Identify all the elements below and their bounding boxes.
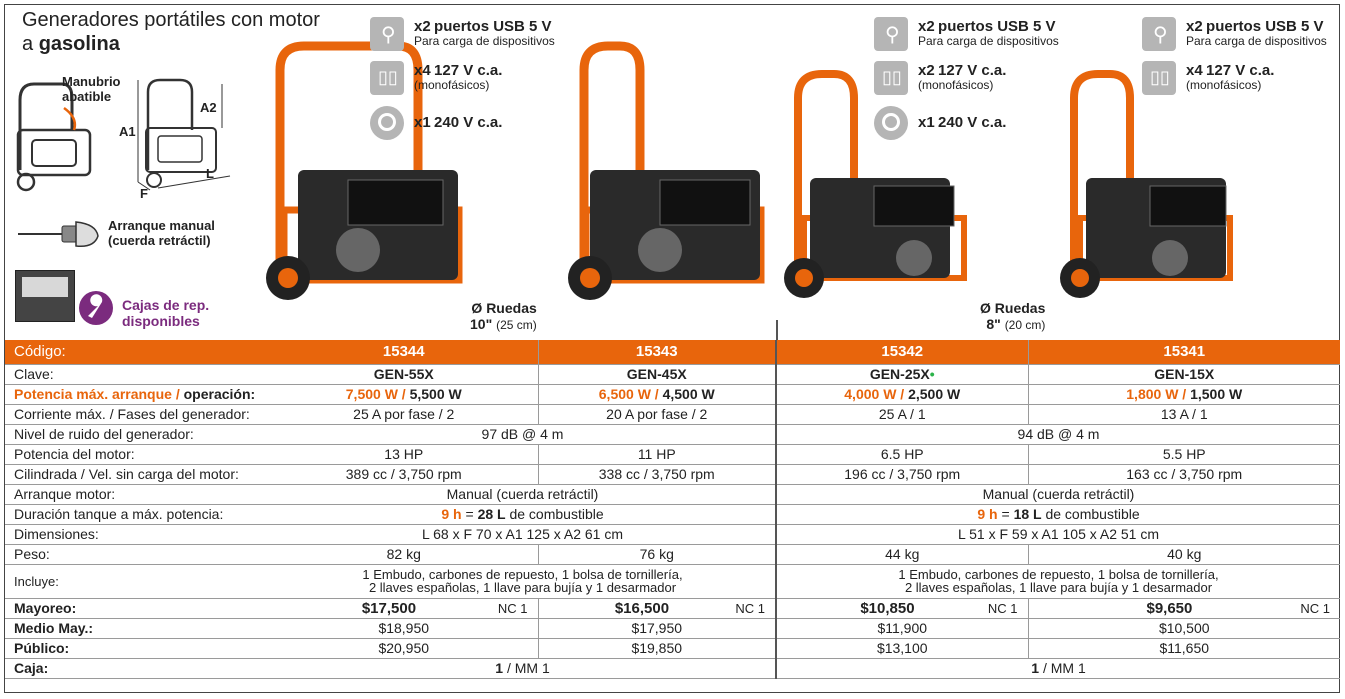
table-row: Mayoreo: NC 1 $17,500 NC 1 $16,500 NC 1 $10,850 NC 1 $9,650 bbox=[5, 598, 1340, 618]
wheels-info-1: Ø Ruedas 10" (25 cm) bbox=[470, 300, 537, 332]
dim-a1: A1 bbox=[119, 124, 136, 139]
generator-dimensions-sketch bbox=[118, 70, 238, 200]
usb-icon: ⚲ bbox=[1142, 17, 1176, 51]
table-row: Clave: GEN-55X GEN-45X GEN-25X• GEN-15X bbox=[5, 364, 1340, 384]
twist-lock-outlet-icon bbox=[370, 106, 404, 140]
outlet-icon: ▯▯ bbox=[370, 61, 404, 95]
dim-a2: A2 bbox=[200, 100, 217, 115]
usb-icon: ⚲ bbox=[874, 17, 908, 51]
table-row: Potencia máx. arranque / operación: 7,500 W / 5,500 W 6,500 W / 4,500 W 4,000 W / 2,500 W 1,800 W / 1,500 W bbox=[5, 384, 1340, 404]
dim-l: L bbox=[206, 166, 214, 181]
table-row: Corriente máx. / Fases del generador: 25 A por fase / 2 20 A por fase / 2 25 A / 1 13 A / 1 bbox=[5, 404, 1340, 424]
table-row: Cilindrada / Vel. sin carga del motor: 389 cc / 3,750 rpm 338 cc / 3,750 rpm 196 cc / 3,750 rpm 163 cc / 3,750 rpm bbox=[5, 464, 1340, 484]
wheels-info-2: Ø Ruedas 8" (20 cm) bbox=[980, 300, 1046, 332]
table-row: Medio May.: $18,950 $17,950 $11,900 $10,500 bbox=[5, 618, 1340, 638]
table-row: Potencia del motor: 13 HP 11 HP 6.5 HP 5.5 HP bbox=[5, 444, 1340, 464]
twist-lock-outlet-icon bbox=[874, 106, 908, 140]
cajas-label: Cajas de rep. disponibles bbox=[122, 297, 210, 329]
new-product-dot: • bbox=[929, 365, 935, 382]
repair-kit-box-image bbox=[15, 270, 75, 322]
page-title: Generadores portátiles con motor a gasolina bbox=[22, 9, 320, 55]
table-row: Público: $20,950 $19,850 $13,100 $11,650 bbox=[5, 638, 1340, 658]
features-group-2: ⚲ x2 puertos USB 5 V Para carga de dispositivos ▯▯ x2 127 V c.a. (monofásicos) x1 240 V c.a. bbox=[874, 14, 1059, 144]
arranque-label: Arranque manual (cuerda retráctil) bbox=[108, 218, 215, 248]
spec-table bbox=[5, 340, 1340, 679]
table-row: Código: 15344 15343 15342 15341 bbox=[5, 340, 1340, 364]
features-group-1: ⚲ x2 puertos USB 5 V Para carga de dispositivos ▯▯ x4 127 V c.a. (monofásicos) x1 240 V c.a. bbox=[370, 14, 555, 144]
group-divider bbox=[776, 320, 778, 340]
table-row: Nivel de ruido del generador: 97 dB @ 4 m 94 dB @ 4 m bbox=[5, 424, 1340, 444]
table-row: Arranque motor: Manual (cuerda retráctil) Manual (cuerda retráctil) bbox=[5, 484, 1340, 504]
outlet-icon: ▯▯ bbox=[874, 61, 908, 95]
features-group-3: ⚲ x2 puertos USB 5 V Para carga de dispositivos ▯▯ x4 127 V c.a. (monofásicos) bbox=[1142, 14, 1327, 102]
manubrio-label: Manubrio abatible bbox=[62, 74, 121, 104]
table-row: Peso: 82 kg 76 kg 44 kg 40 kg bbox=[5, 544, 1340, 564]
generator-image-15343 bbox=[560, 30, 770, 315]
pull-cord-icon bbox=[14, 214, 104, 254]
table-row: Duración tanque a máx. potencia: 9 h = 28 L de combustible 9 h = 18 L de combustible bbox=[5, 504, 1340, 524]
usb-icon: ⚲ bbox=[370, 17, 404, 51]
table-row: Caja: 1 / MM 1 1 / MM 1 bbox=[5, 658, 1340, 678]
wrench-icon bbox=[78, 290, 114, 326]
generator-image-15341 bbox=[1060, 68, 1240, 313]
table-row: Incluye: 1 Embudo, carbones de repuesto, 1 bolsa de tornillería, 2 llaves españolas, 1 llave para bujía y 1 desarmador 1 Embudo, carbones de repuesto, 1 bolsa de tornillería, 2 llaves españolas, 1 llave para bujía y 1 desarmador bbox=[5, 564, 1340, 598]
dim-f: F bbox=[140, 186, 148, 201]
table-row: Dimensiones: L 68 x F 70 x A1 125 x A2 61 cm L 51 x F 59 x A1 105 x A2 51 cm bbox=[5, 524, 1340, 544]
outlet-icon: ▯▯ bbox=[1142, 61, 1176, 95]
